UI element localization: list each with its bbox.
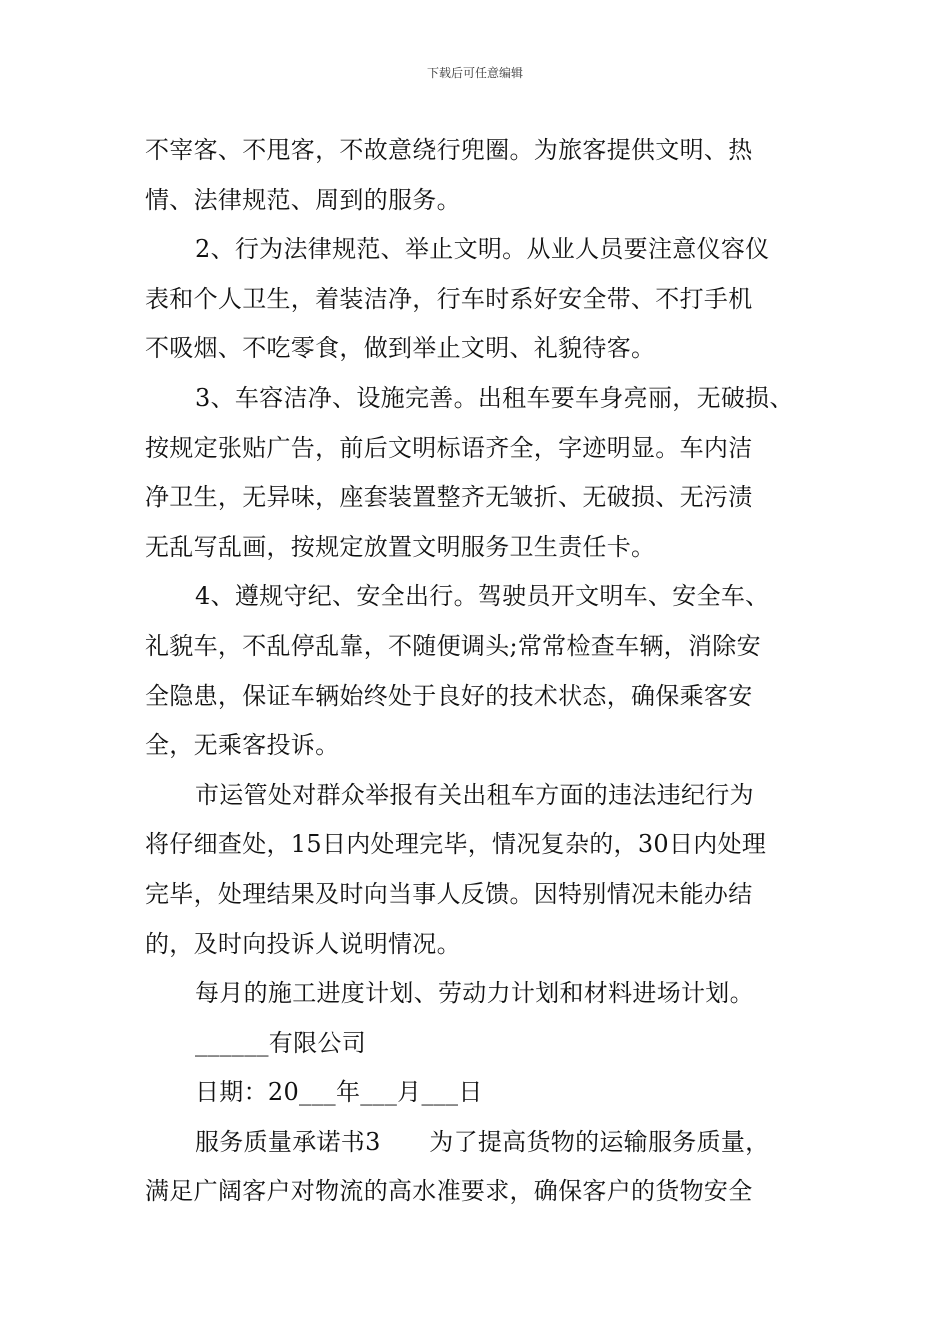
text-line: 全，无乘客投诉。 [145,731,340,760]
text-line: 3、车容洁净、设施完善。出租车要车身亮丽，无破损、 [195,383,794,412]
text-line: 净卫生，无异味，座套装置整齐无皱折、无破损、无污渍 [145,483,753,512]
text-line: 完毕，处理结果及时向当事人反馈。因特别情况未能办结 [145,879,753,908]
text-line: 无乱写乱画，按规定放置文明服务卫生责任卡。 [145,532,656,561]
text-line: 4、遵规守纪、安全出行。驾驶员开文明车、安全车、 [195,582,770,611]
text-line: 满足广阔客户对物流的高水准要求，确保客户的货物安全 [145,1177,753,1206]
text-line: 每月的施工进度计划、劳动力计划和材料进场计划。 [195,979,754,1008]
text-line: ______有限公司 [195,1028,366,1057]
text-line: 将仔细查处，15日内处理完毕，情况复杂的，30日内处理 [145,830,767,859]
text-line: 礼貌车，不乱停乱靠，不随便调头;常常检查车辆，消除安 [145,631,761,660]
text-line: 不宰客、不甩客，不故意绕行兜圈。为旅客提供文明、热 [145,136,753,164]
text-line: 2、行为法律规范、举止文明。从业人员要注意仪容仪 [195,235,770,264]
text-line: 日期：20___年___月___日 [195,1078,483,1107]
page-header: 下载后可任意编辑 [426,66,523,80]
text-line: 的，及时向投诉人说明情况。 [145,929,461,958]
text-line: 表和个人卫生，着装洁净，行车时系好安全带、不打手机 [145,284,753,313]
text-line: 服务质量承诺书3 为了提高货物的运输服务质量， [195,1127,770,1156]
text-line: 按规定张贴广告，前后文明标语齐全，字迹明显。车内洁 [145,433,753,462]
document-body [145,126,815,1217]
text-line: 情、法律规范、周到的服务。 [145,185,461,214]
text-line: 全隐患，保证车辆始终处于良好的技术状态，确保乘客安 [145,681,753,710]
text-line: 不吸烟、不吃零食，做到举止文明、礼貌待客。 [145,334,656,363]
text-line: 市运管处对群众举报有关出租车方面的违法违纪行为 [195,780,754,809]
